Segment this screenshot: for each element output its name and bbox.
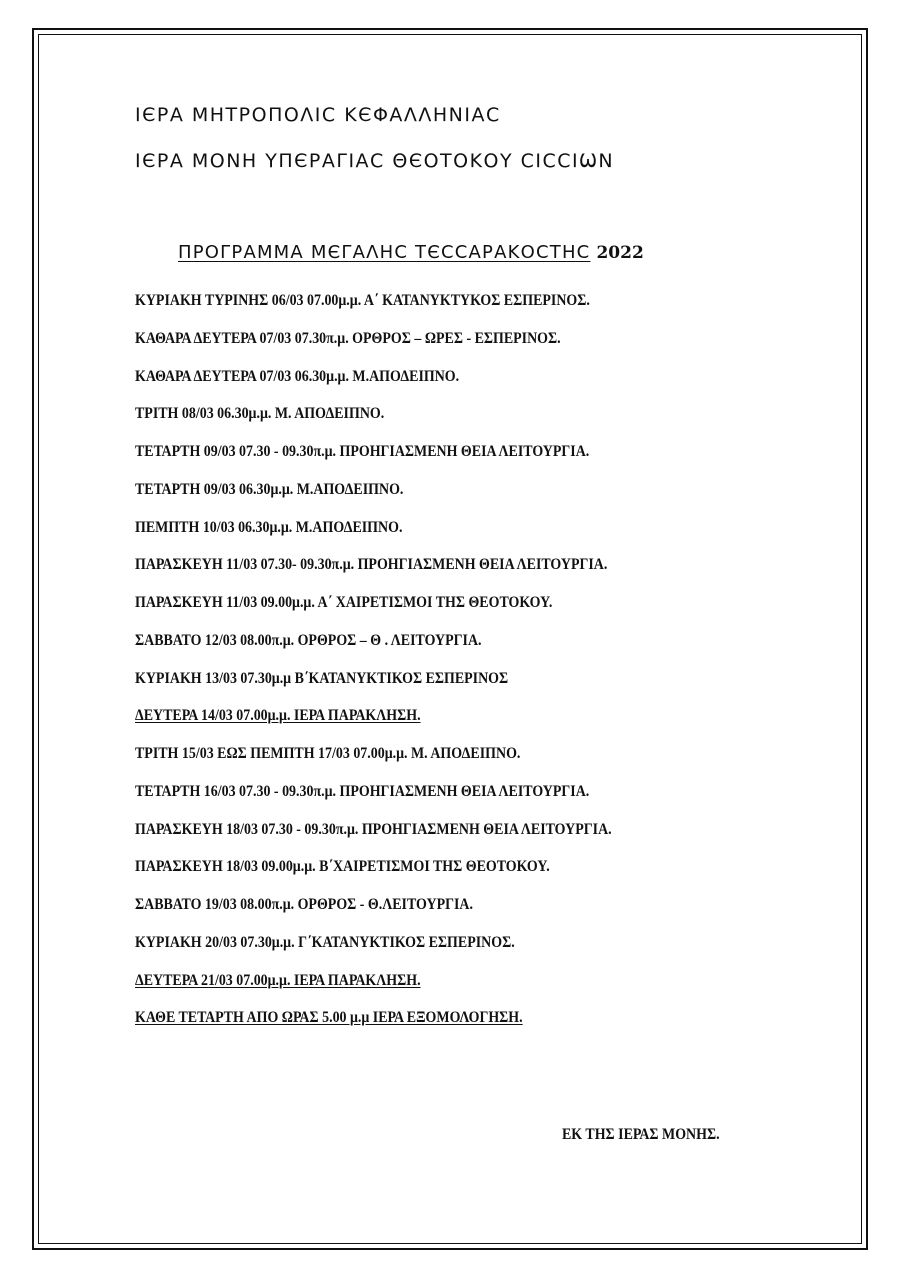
schedule-item: ΤΕΤΑΡΤΗ 09/03 07.30 - 09.30π.μ. ΠΡΟΗΓΙΑΣΜΕΝΗ ΘΕΙΑ ΛΕΙΤΟΥΡΓΙΑ. <box>135 443 590 460</box>
program-title <box>178 242 644 263</box>
schedule-item: ΚΥΡΙΑΚΗ 13/03 07.30μ.μ Β΄ΚΑΤΑΝΥΚΤΙΚΟΣ ΕΣΠΕΡΙΝΟΣ <box>135 669 509 687</box>
schedule-item: ΤΡΙΤΗ 15/03 ΕΩΣ ΠΕΜΠΤΗ 17/03 07.00μ.μ. Μ. ΑΠΟΔΕΙΠΝΟ. <box>135 745 521 762</box>
metropolis-heading: ΙЄΡΑ ΜΗΤΡΟΠΟΛΙϹ ΚЄΦΑΛΛΗΝΙΑϹ <box>135 104 501 126</box>
schedule-item: ΚΥΡΙΑΚΗ ΤΥΡΙΝΗΣ 06/03 07.00μ.μ. Α΄ ΚΑΤΑΝΥΚΤΥΚΟΣ ΕΣΠΕΡΙΝΟΣ. <box>135 292 590 309</box>
schedule-item: ΣΑΒΒΑΤΟ 19/03 08.00π.μ. ΟΡΘΡΟΣ - Θ.ΛΕΙΤΟΥΡΓΙΑ. <box>135 896 473 913</box>
monastery-heading: ΙЄΡΑ ΜΟΝΗ ΥΠЄΡΑΓΙΑϹ ΘЄΟΤΟΚΟΥ ϹΙϹϹΙѠΝ <box>135 150 615 172</box>
program-title-text: ΠΡΟΓΡΑΜΜΑ ΜЄΓΑΛΗϹ ΤЄϹϹΑΡΑΚΟϹΤΗϹ <box>178 242 591 263</box>
schedule-item: ΚΥΡΙΑΚΗ 20/03 07.30μ.μ. Γ΄ΚΑΤΑΝΥΚΤΙΚΟΣ ΕΣΠΕΡΙΝΟΣ. <box>135 933 515 951</box>
schedule-item: ΔΕΥΤΕΡΑ 14/03 07.00μ.μ. ΙΕΡΑ ΠΑΡΑΚΛΗΣΗ. <box>135 707 421 725</box>
schedule-item: ΔΕΥΤΕΡΑ 21/03 07.00μ.μ. ΙΕΡΑ ΠΑΡΑΚΛΗΣΗ. <box>135 971 421 989</box>
schedule-item: ΤΕΤΑΡΤΗ 09/03 06.30μ.μ. Μ.ΑΠΟΔΕΙΠΝΟ. <box>135 480 404 498</box>
schedule-item: ΠΑΡΑΣΚΕΥΗ 18/03 07.30 - 09.30π.μ. ΠΡΟΗΓΙΑΣΜΕΝΗ ΘΕΙΑ ΛΕΙΤΟΥΡΓΙΑ. <box>135 820 612 838</box>
schedule-item: ΚΑΘΕ ΤΕΤΑΡΤΗ ΑΠΟ ΩΡΑΣ 5.00 μ.μ ΙΕΡΑ ΕΞΟΜΟΛΟΓΗΣΗ. <box>135 1009 523 1027</box>
schedule-item: ΤΕΤΑΡΤΗ 16/03 07.30 - 09.30π.μ. ΠΡΟΗΓΙΑΣΜΕΝΗ ΘΕΙΑ ΛΕΙΤΟΥΡΓΙΑ. <box>135 782 590 800</box>
schedule-item: ΣΑΒΒΑΤΟ 12/03 08.00π.μ. ΟΡΘΡΟΣ – Θ . ΛΕΙΤΟΥΡΓΙΑ. <box>135 631 482 649</box>
schedule-item: ΚΑΘΑΡΑ ΔΕΥΤΕΡΑ 07/03 07.30π.μ. ΟΡΘΡΟΣ – ΩΡΕΣ - ΕΣΠΕΡΙΝΟΣ. <box>135 329 561 347</box>
schedule-item: ΠΑΡΑΣΚΕΥΗ 18/03 09.00μ.μ. Β΄ΧΑΙΡΕΤΙΣΜΟΙ ΤΗΣ ΘΕΟΤΟΚΟΥ. <box>135 858 550 876</box>
schedule-item: ΤΡΙΤΗ 08/03 06.30μ.μ. Μ. ΑΠΟΔΕΙΠΝΟ. <box>135 405 385 423</box>
schedule-list <box>135 291 665 1046</box>
schedule-item: ΠΕΜΠΤΗ 10/03 06.30μ.μ. Μ.ΑΠΟΔΕΙΠΝΟ. <box>135 518 403 536</box>
signoff: ΕΚ ΤΗΣ ΙΕΡΑΣ ΜΟΝΗΣ. <box>562 1126 720 1143</box>
schedule-item: ΠΑΡΑΣΚΕΥΗ 11/03 09.00μ.μ. Α΄ ΧΑΙΡΕΤΙΣΜΟΙ ΤΗΣ ΘΕΟΤΟΚΟΥ. <box>135 594 553 611</box>
schedule-item: ΚΑΘΑΡΑ ΔΕΥΤΕΡΑ 07/03 06.30μ.μ. Μ.ΑΠΟΔΕΙΠΝΟ. <box>135 367 460 385</box>
program-title-year: 2022 <box>596 243 644 263</box>
schedule-item: ΠΑΡΑΣΚΕΥΗ 11/03 07.30- 09.30π.μ. ΠΡΟΗΓΙΑΣΜΕΝΗ ΘΕΙΑ ΛΕΙΤΟΥΡΓΙΑ. <box>135 556 608 574</box>
